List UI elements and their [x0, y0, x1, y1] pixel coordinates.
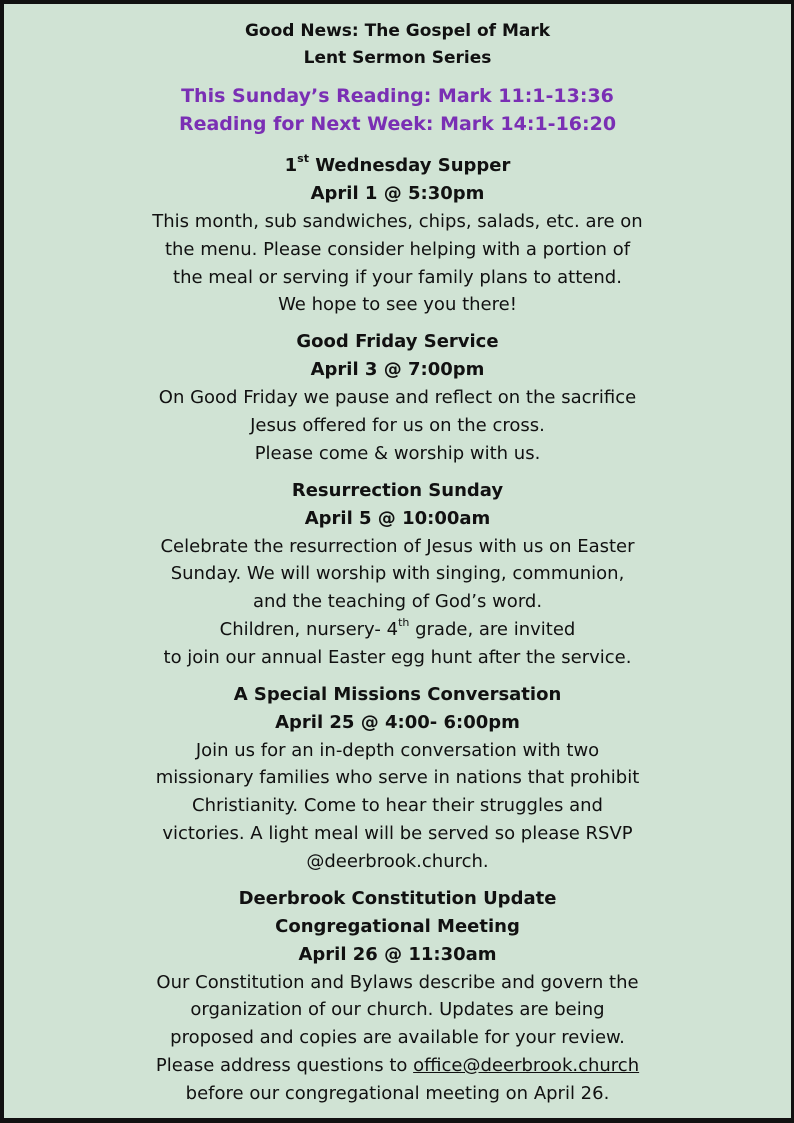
description-line: On Good Friday we pause and reflect on the sacrifice — [158, 387, 637, 409]
title-text: Wednesday Supper — [308, 155, 511, 176]
title-number: 1 — [284, 155, 298, 176]
description-line: the menu. Please consider helping with a portion of — [164, 238, 631, 260]
event-title — [4, 152, 791, 180]
event-date: April 25 @ 4:00- 6:00pm — [275, 711, 520, 733]
event-wednesday-supper — [4, 152, 791, 319]
event-title: Deerbrook Constitution Update — [238, 887, 557, 909]
event-description — [4, 533, 791, 672]
event-description — [4, 737, 791, 876]
description-line: Christianity. Come to hear their struggles and — [192, 795, 603, 817]
readings — [4, 82, 791, 138]
description-line — [4, 616, 791, 644]
description-line: Please come & worship with us. — [254, 442, 541, 464]
event-good-friday — [4, 328, 791, 467]
children-text: Children, nursery- 4 — [219, 618, 399, 640]
description-line: Join us for an in-depth conversation with two — [195, 739, 600, 761]
series-subtitle: Lent Sermon Series — [303, 48, 492, 68]
event-description — [4, 208, 791, 319]
description-line: before our congregational meeting on April 26. — [185, 1082, 610, 1104]
event-title: Good Friday Service — [296, 331, 499, 353]
event-title: A Special Missions Conversation — [233, 683, 562, 705]
event-subtitle: Congregational Meeting — [275, 915, 520, 937]
description-line: missionary families who serve in nations that prohibit — [155, 767, 640, 789]
event-date: April 1 @ 5:30pm — [310, 183, 485, 204]
description-line: This month, sub sandwiches, chips, salads, etc. are on — [152, 211, 643, 232]
event-description — [4, 969, 791, 1108]
description-line: victories. A light meal will be served so please RSVP — [162, 822, 633, 844]
title-ordinal: st — [297, 152, 309, 165]
event-date: April 5 @ 10:00am — [304, 507, 491, 529]
description-line: the meal or serving if your family plans to attend. — [173, 266, 622, 288]
description-line: Jesus offered for us on the cross. — [250, 414, 545, 436]
event-date: April 26 @ 11:30am — [298, 943, 497, 965]
description-line: Celebrate the resurrection of Jesus with us on Easter — [160, 535, 635, 557]
children-text-end: grade, are invited — [409, 618, 576, 640]
description-line: proposed and copies are available for your review. — [170, 1027, 625, 1049]
event-title: Resurrection Sunday — [291, 479, 504, 501]
events-list — [4, 152, 791, 1108]
event-date: April 3 @ 7:00pm — [310, 359, 485, 381]
office-email-link[interactable]: office@deerbrook.church — [413, 1054, 640, 1076]
event-missions-conversation — [4, 681, 791, 876]
description-line: We hope to see you there! — [278, 294, 517, 316]
description-line: Sunday. We will worship with singing, communion, — [170, 563, 625, 585]
questions-text: Please address questions to — [155, 1054, 414, 1076]
description-line: Our Constitution and Bylaws describe and govern the — [156, 971, 639, 993]
event-constitution-update — [4, 885, 791, 1108]
event-resurrection-sunday — [4, 477, 791, 672]
description-line: to join our annual Easter egg hunt after the service. — [163, 646, 632, 668]
description-line — [4, 1052, 791, 1080]
description-line: organization of our church. Updates are being — [190, 999, 605, 1021]
description-line: @deerbrook.church. — [306, 850, 489, 872]
grade-ordinal: th — [398, 615, 410, 629]
series-title: Good News: The Gospel of Mark — [244, 21, 551, 41]
reading-next-week: Reading for Next Week: Mark 14:1-16:20 — [178, 113, 617, 135]
description-line: and the teaching of God’s word. — [252, 591, 543, 613]
reading-this-sunday: This Sunday’s Reading: Mark 11:1-13:36 — [181, 85, 614, 107]
series-header — [4, 18, 791, 72]
event-description — [4, 384, 791, 467]
